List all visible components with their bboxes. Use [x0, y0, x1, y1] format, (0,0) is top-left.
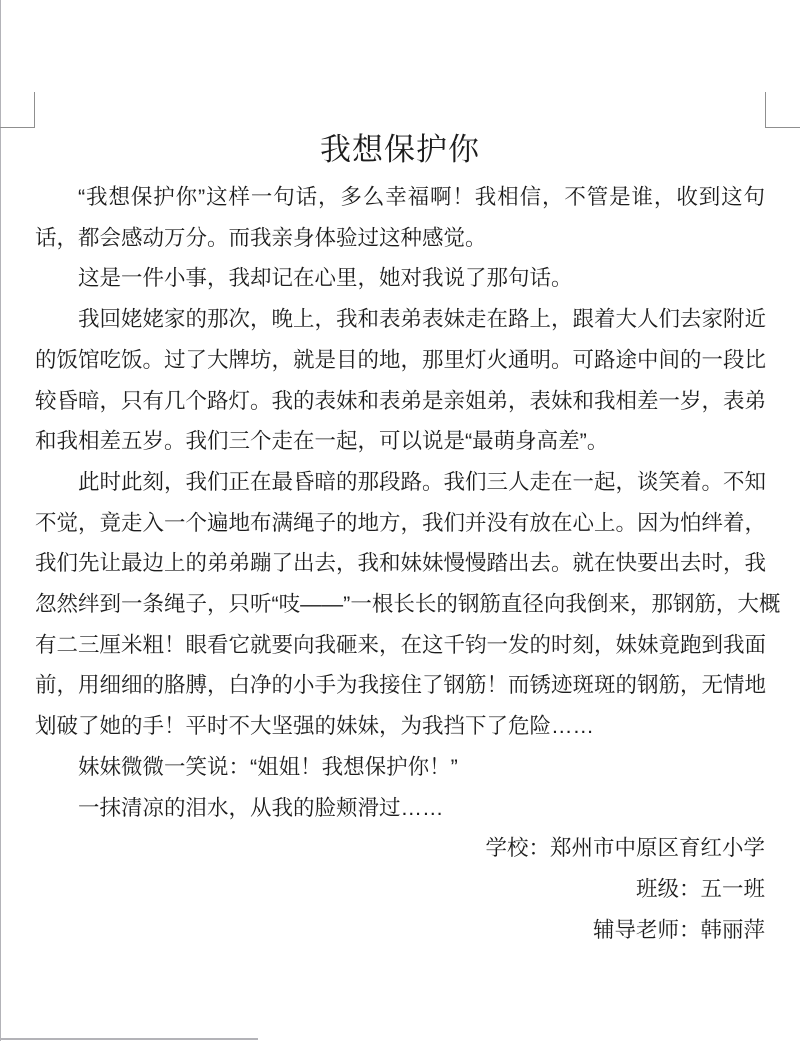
margin-crop-mark-top-left — [0, 92, 35, 128]
essay-line: 的饭馆吃饭。过了大牌坊，就是目的地，那里灯火通明。可路途中间的一段比 — [35, 347, 767, 372]
essay-line: 前，用细细的胳膊，白净的小手为我接住了钢筋！而锈迹斑斑的钢筋，无情地 — [35, 673, 767, 698]
document-content — [35, 128, 781, 950]
essay-line: 忽然绊到一条绳子，只听“吱——”一根长长的钢筋直径向我倒来，那钢筋，大概 — [35, 592, 781, 617]
margin-crop-mark-top-right — [765, 92, 800, 128]
essay-line: 划破了她的手！平时不大坚强的妹妹，为我挡下了危险…… — [35, 714, 595, 739]
page-bottom-edge-line — [0, 1038, 258, 1040]
essay-line: 话，都会感动万分。而我亲身体验过这种感觉。 — [35, 225, 487, 250]
essay-line: 妹妹微微一笑说：“姐姐！我想保护你！” — [78, 754, 458, 779]
signature-class: 班级：五一班 — [635, 876, 765, 901]
essay-line: 有二三厘米粗！眼看它就要向我砸来，在这千钧一发的时刻，妹妹竟跑到我面 — [35, 632, 767, 657]
signature-teacher: 辅导老师：韩丽萍 — [592, 917, 765, 942]
signature-block — [35, 828, 765, 950]
essay-line: 不觉，竟走入一个遍地布满绳子的地方，我们并没有放在心上。因为怕绊着， — [35, 510, 767, 535]
essay-line: 我回姥姥家的那次，晚上，我和表弟表妹走在路上，跟着大人们去家附近 — [78, 307, 767, 332]
essay-body — [35, 177, 781, 828]
signature-school: 学校：郑州市中原区育红小学 — [485, 836, 765, 861]
essay-line: 和我相差五岁。我们三个走在一起，可以说是“最萌身高差”。 — [35, 429, 609, 454]
essay-title: 我想保护你 — [320, 132, 480, 167]
essay-line: 此时此刻，我们正在最昏暗的那段路。我们三人走在一起，谈笑着。不知 — [78, 469, 767, 494]
essay-line: 这是一件小事，我却记在心里，她对我说了那句话。 — [78, 266, 573, 291]
essay-line: 较昏暗，只有几个路灯。我的表妹和表弟是亲姐弟，表妹和我相差一岁，表弟 — [35, 388, 767, 413]
essay-line: “我想保护你”这样一句话，多么幸福啊！我相信，不管是谁，收到这句 — [78, 185, 765, 209]
essay-line: 一抹清凉的泪水，从我的脸颊滑过…… — [78, 795, 444, 820]
page-left-edge-line — [0, 0, 1, 1041]
essay-line: 我们先让最边上的弟弟蹦了出去，我和妹妹慢慢踏出去。就在快要出去时，我 — [35, 551, 767, 576]
